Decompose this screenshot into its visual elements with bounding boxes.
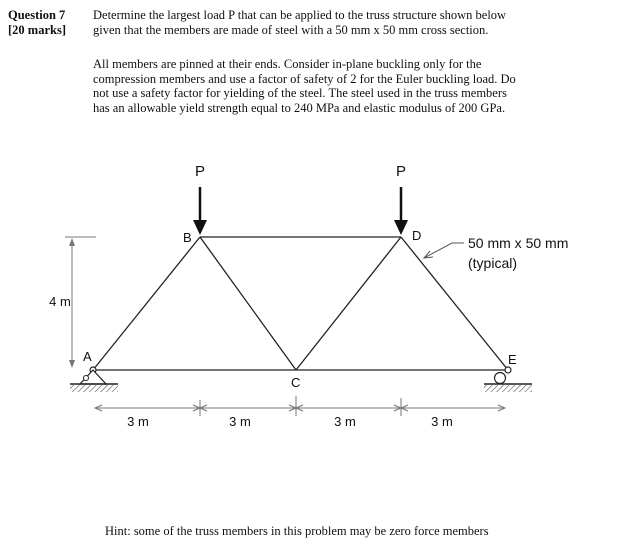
member-cd [296, 237, 401, 370]
span-dimensions [95, 396, 505, 416]
paragraph-line-4: has an allowable yield strength equal to 240 MPa and elastic modulus of 200 GPa. [93, 100, 506, 115]
load-arrow-right [394, 187, 408, 235]
pin-support-a [70, 367, 118, 392]
truss-members [93, 237, 508, 370]
question-number: Question 7 [8, 8, 66, 22]
height-label: 4 m [49, 294, 71, 309]
node-label-c: C [291, 375, 301, 390]
span-label-2: 3 m [229, 414, 251, 429]
paragraph-line-3: not use a safety factor for yielding of the steel. The steel used in the truss members [93, 86, 507, 100]
question-marks: [20 marks] [8, 23, 66, 37]
node-label-e: E [508, 352, 517, 367]
span-label-4: 3 m [431, 414, 453, 429]
node-label-d: D [412, 228, 422, 243]
load-label-right: P [395, 163, 407, 180]
section-leader [424, 243, 464, 258]
section-typical-label: (typical) [468, 255, 518, 271]
section-size-label: 50 mm x 50 mm [468, 235, 569, 251]
load-arrow-left [193, 187, 207, 235]
hint-text: Hint: some of the truss members in this problem may be zero force members [105, 524, 489, 538]
span-label-3: 3 m [334, 414, 356, 429]
question-line-2: given that the members are made of steel with a 50 mm x 50 mm cross section. [93, 23, 489, 37]
member-bc [200, 237, 296, 370]
node-label-a: A [83, 349, 92, 364]
question-line-1: Determine the largest load P that can be applied to the truss structure shown below [93, 8, 507, 22]
span-label-1: 3 m [127, 414, 149, 429]
paragraph-line-2: compression members and use a factor of safety of 2 for the Euler buckling load. Do [93, 71, 516, 86]
node-label-b: B [183, 230, 192, 245]
paragraph-line-1: All members are pinned at their ends. Consider in-plane buckling only for the [93, 57, 482, 71]
member-ab [93, 237, 200, 370]
roller-support-e [484, 367, 532, 392]
load-label-left: P [194, 163, 206, 180]
